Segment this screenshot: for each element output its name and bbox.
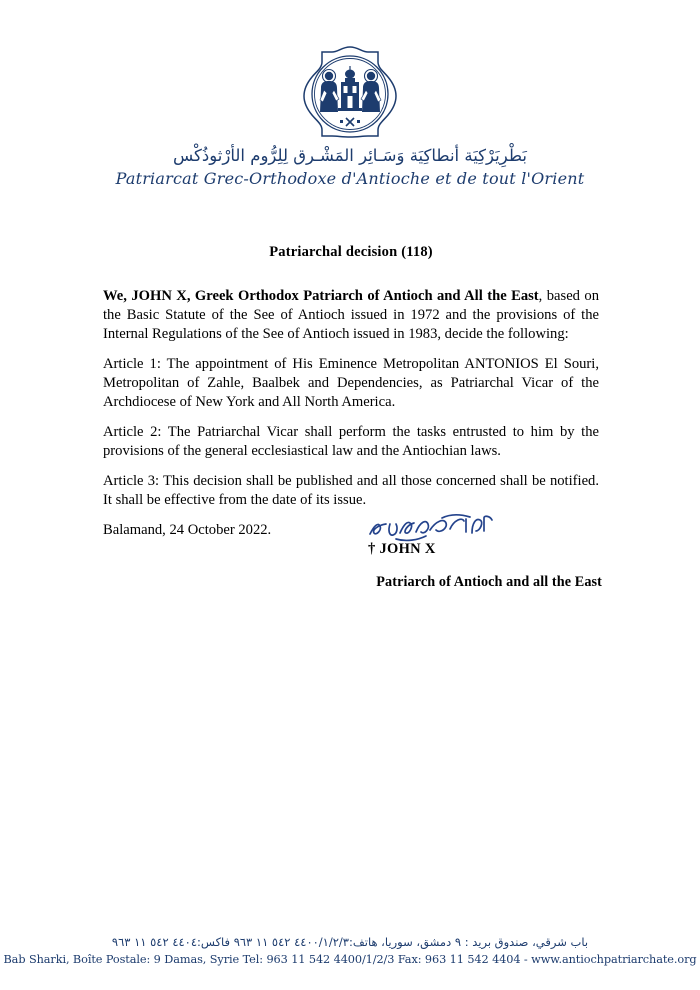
letterhead-arabic-title: بَطْرِيَرْكِيَة أنطاكِيَة وَسَـائِر المَشْـرق لِلِرُّوم الأرْثوذُكْس bbox=[173, 146, 527, 165]
place-and-date: Balamand, 24 October 2022. bbox=[103, 521, 272, 538]
article-2-paragraph: Article 2: The Patriarchal Vicar shall perform the tasks entrusted to him by the provisions of the general ecclesiastical law and the Antiochian laws. bbox=[103, 423, 599, 459]
page-footer bbox=[0, 935, 700, 968]
patriarchate-seal-icon bbox=[296, 44, 404, 140]
page-title: Patriarchal decision (118) bbox=[269, 244, 433, 260]
letterhead-french-title: Patriarcat Grec-Orthodoxe d'Antioche et de tout l'Orient bbox=[115, 168, 585, 188]
preamble-remainder: , based on the Basic Statute of the See of Antioch issued in 1972 and the provisions of the Internal Regulations of the See of Antioch issued in 1983, decide the following: bbox=[103, 288, 599, 342]
signatory-title: Patriarch of Antioch and all the East bbox=[376, 574, 602, 590]
article-1-paragraph: Article 1: The appointment of His Eminence Metropolitan ANTONIOS El Souri, Metropolitan of Zahle, Baalbek and Dependencies, as Patriarchal Vicar of the Archdiocese of New York and All North America. bbox=[103, 355, 599, 410]
emblem-container bbox=[0, 44, 700, 140]
letterhead bbox=[0, 44, 700, 188]
document-body bbox=[103, 244, 599, 540]
article-3-paragraph: Article 3: This decision shall be published and all those concerned shall be notified. It shall be effective from the date of its issue. bbox=[103, 472, 599, 508]
signatory-name: † JOHN X bbox=[368, 541, 436, 557]
preamble-bold-lead: We, JOHN X, Greek Orthodox Patriarch of Antioch and All the East bbox=[103, 288, 539, 304]
footer-latin-contact: Bab Sharki, Boîte Postale: 9 Damas, Syrie Tel: 963 11 542 4400/1/2/3 Fax: 963 11 542 4404 - www.antiochpatriarchate.org bbox=[3, 953, 697, 967]
signature-block bbox=[330, 516, 602, 591]
preamble-paragraph bbox=[103, 287, 599, 344]
footer-arabic-contact: باب شرقي، صندوق بريد : ٩ دمشق، سوريا، هاتف:٤٤٠٠/١/٢/٣ ٥٤٢ ١١ ٩٦٣ فاكس:٤٤٠٤ ٥٤٢ ١١ ٩٦٣ bbox=[111, 935, 589, 950]
